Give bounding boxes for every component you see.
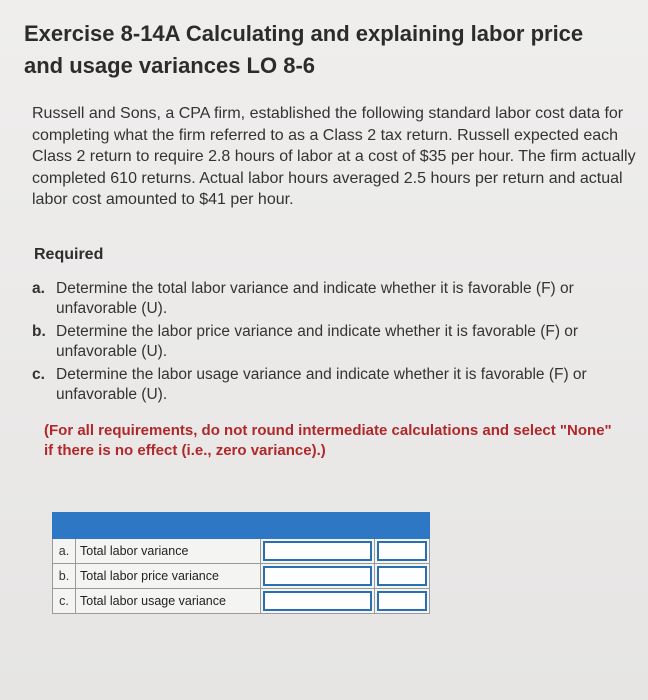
variance-effect-cell bbox=[375, 564, 430, 589]
variance-answer-table bbox=[52, 512, 430, 614]
requirement-letter: b. bbox=[32, 323, 46, 340]
problem-description: Russell and Sons, a CPA firm, established the following standard labor cost data for completing what the firm referred to as a Class 2 tax return. Russell expected each Class 2 return to require 2.8 hours of labor at a cost of $35 per hour. The firm actually completed 610 returns. Actual labor hours averaged 2.5 hours per return and actual labor cost amounted to $41 per hour. bbox=[32, 105, 636, 208]
requirement-item bbox=[32, 322, 632, 362]
requirement-letter: c. bbox=[32, 366, 45, 383]
requirement-letter: a. bbox=[32, 280, 45, 297]
instruction-note: (For all requirements, do not round intermediate calculations and select "None" if there is no effect (i.e., zero variance).) bbox=[44, 422, 612, 459]
variance-amount-cell bbox=[261, 539, 375, 564]
row-letter: b. bbox=[53, 564, 76, 589]
table-header-row bbox=[53, 513, 430, 539]
row-letter: a. bbox=[53, 539, 76, 564]
requirement-text: Determine the labor price variance and indicate whether it is favorable (F) or unfavorable (U). bbox=[56, 323, 579, 360]
row-label: Total labor usage variance bbox=[76, 589, 261, 614]
variance-amount-input[interactable] bbox=[263, 591, 372, 611]
variance-amount-input[interactable] bbox=[263, 566, 372, 586]
variance-amount-cell bbox=[261, 564, 375, 589]
exercise-title: Exercise 8-14A Calculating and explaining labor price and usage variances LO 8-6 bbox=[24, 21, 584, 78]
requirement-text: Determine the labor usage variance and indicate whether it is favorable (F) or unfavorable (U). bbox=[56, 366, 587, 403]
variance-effect-cell bbox=[375, 539, 430, 564]
requirements-list bbox=[32, 279, 632, 408]
requirement-item bbox=[32, 365, 632, 405]
variance-effect-select[interactable] bbox=[377, 541, 427, 561]
variance-amount-cell bbox=[261, 589, 375, 614]
row-label: Total labor price variance bbox=[76, 564, 261, 589]
requirement-text: Determine the total labor variance and indicate whether it is favorable (F) or unfavorable (U). bbox=[56, 280, 574, 317]
variance-effect-cell bbox=[375, 589, 430, 614]
table-row bbox=[53, 564, 430, 589]
variance-effect-select[interactable] bbox=[377, 591, 427, 611]
required-heading: Required bbox=[34, 246, 104, 263]
row-label: Total labor variance bbox=[76, 539, 261, 564]
table-row bbox=[53, 589, 430, 614]
variance-effect-select[interactable] bbox=[377, 566, 427, 586]
table-header-bar bbox=[53, 513, 430, 539]
table-row bbox=[53, 539, 430, 564]
requirement-item bbox=[32, 279, 632, 319]
variance-amount-input[interactable] bbox=[263, 541, 372, 561]
row-letter: c. bbox=[53, 589, 76, 614]
